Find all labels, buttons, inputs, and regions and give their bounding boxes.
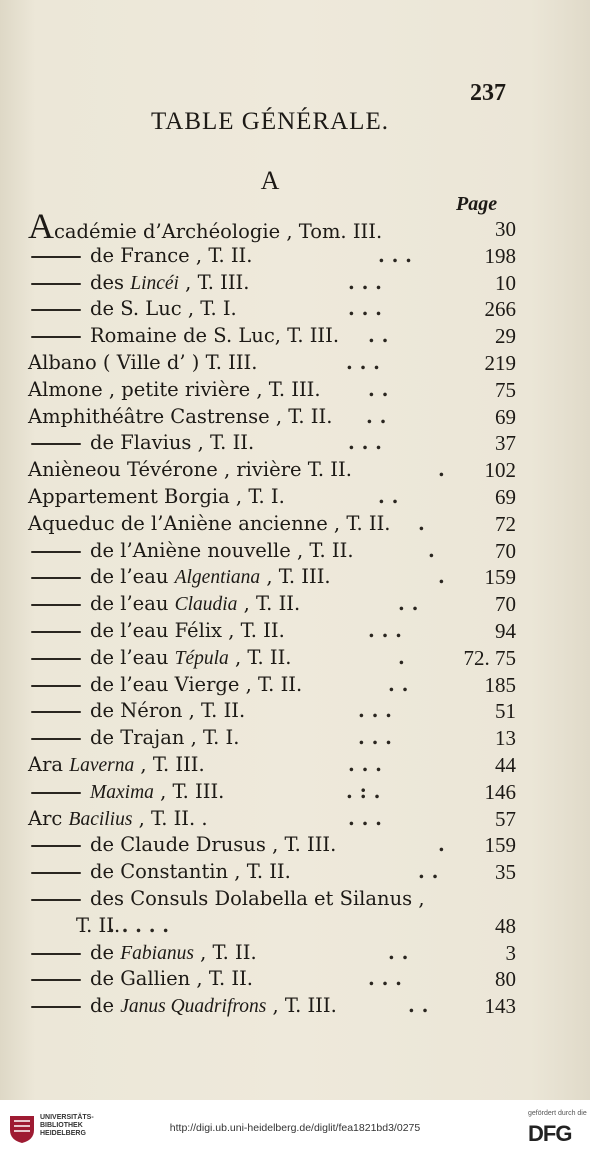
index-entry — [28, 672, 518, 699]
index-entry — [28, 457, 518, 484]
footer-bar — [0, 1100, 590, 1155]
index-entry — [28, 484, 518, 511]
entry-text: , T. III. — [266, 994, 337, 1018]
entry-text: Janus Quadrifrons — [120, 996, 267, 1018]
dot-leaders: . — [398, 645, 405, 669]
entry-text: , T. III. — [153, 779, 225, 803]
entry-text: de S. Luc , T. I. — [90, 297, 237, 321]
index-entry — [28, 913, 518, 940]
page-reference: 69 — [495, 484, 516, 509]
entry-text: Tépula — [174, 647, 229, 669]
ditto-dash — [31, 283, 81, 285]
page-reference: 159 — [484, 833, 516, 858]
ditto-dash — [31, 872, 81, 874]
dot-leaders: . . . — [368, 967, 402, 991]
dot-leaders: . . . — [368, 618, 402, 642]
dot-leaders: . . . . . — [108, 913, 170, 937]
entry-text: de France , T. II. — [90, 243, 253, 267]
page-title: TABLE GÉNÉRALE. — [151, 108, 389, 135]
index-entry — [28, 966, 518, 993]
ditto-dash — [31, 631, 81, 633]
entry-text: de Gallien , T. II. — [90, 967, 253, 991]
entry-text: Almone , petite rivière , T. III. — [28, 377, 321, 401]
dot-leaders: . . . — [348, 752, 382, 776]
section-letter: A — [260, 166, 280, 195]
source-url-link[interactable]: http://digi.ub.uni-heidelberg.de/diglit/fea1821bd3/0275 — [169, 1122, 421, 1134]
entry-label — [90, 859, 291, 886]
entry-label — [90, 591, 300, 619]
dot-leaders: . . — [368, 377, 389, 401]
index-entry — [28, 564, 518, 591]
index-entry — [28, 243, 518, 270]
entry-text: Lincéi — [130, 272, 179, 294]
ditto-dash — [31, 256, 81, 258]
ditto-dash — [31, 953, 81, 955]
page-reference: 57 — [495, 806, 516, 831]
ditto-dash — [31, 711, 81, 713]
drop-cap: A — [28, 206, 54, 246]
entry-text: Algentiana — [174, 567, 261, 589]
entry-label — [90, 243, 252, 270]
page-reference: 30 — [495, 217, 516, 241]
dot-leaders: . — [438, 565, 445, 589]
entry-text: Anièneou Tévérone , rivière T. II. — [28, 458, 352, 482]
index-entry — [28, 511, 518, 538]
entry-text: Fabianus — [120, 942, 194, 964]
index-entry — [28, 698, 518, 725]
entry-text: Maxima — [90, 781, 154, 803]
dot-leaders: . : . — [346, 779, 381, 803]
entry-label — [28, 752, 205, 780]
page-number: 237 — [470, 80, 506, 106]
entry-label — [28, 350, 257, 377]
entry-text: Appartement Borgia , T. I. — [28, 484, 285, 508]
entry-label — [90, 725, 239, 752]
page-reference: 80 — [495, 967, 516, 992]
page-reference: 48 — [495, 913, 516, 938]
entry-label — [90, 940, 257, 968]
page-reference: 102 — [484, 458, 516, 483]
page-reference: 75 — [495, 377, 516, 402]
dot-leaders: . — [438, 833, 445, 857]
entry-text: T. II. — [76, 913, 121, 937]
entry-label — [28, 457, 352, 484]
dot-leaders: . . — [418, 860, 439, 884]
page-reference: 198 — [484, 243, 516, 268]
ditto-dash — [31, 443, 81, 445]
dot-leaders: . . . — [348, 270, 382, 294]
entry-label — [90, 698, 245, 725]
page-reference: 146 — [484, 779, 516, 804]
index-entry — [28, 993, 518, 1020]
ditto-dash — [31, 309, 81, 311]
page-reference: 219 — [484, 350, 516, 375]
entry-text: cadémie d’Archéologie , Tom. III. — [54, 220, 383, 243]
entry-text: de l’eau — [90, 565, 175, 589]
entry-text: de Trajan , T. I. — [90, 726, 240, 750]
ditto-dash — [31, 685, 81, 687]
entry-text: des — [90, 270, 131, 294]
dot-leaders: . . . — [346, 350, 380, 374]
page-reference: 3 — [505, 940, 516, 965]
entry-label — [90, 323, 339, 350]
index-entry — [28, 296, 518, 323]
page-reference: 159 — [484, 565, 516, 590]
index-entry — [28, 538, 518, 565]
dot-leaders: . . — [378, 484, 399, 508]
entry-label — [90, 645, 292, 673]
entry-label — [90, 564, 331, 592]
page-reference: 44 — [495, 752, 516, 777]
page-reference: 266 — [484, 297, 516, 322]
dot-leaders: . . . — [348, 431, 382, 455]
dot-leaders: . . . — [348, 297, 382, 321]
entry-label — [28, 484, 285, 511]
page-reference: 72. 75 — [463, 645, 516, 670]
page-reference: 185 — [484, 672, 516, 697]
entry-text: Ara — [28, 752, 70, 776]
index-entry — [28, 618, 518, 645]
entry-text: de l’eau — [90, 645, 175, 669]
entry-label — [90, 296, 237, 323]
ditto-dash — [31, 551, 81, 553]
index-entry — [28, 886, 518, 913]
ditto-dash — [31, 604, 81, 606]
index-entry — [28, 404, 518, 431]
page-column-header: Page — [456, 193, 498, 215]
entry-label — [90, 966, 253, 993]
page-reference: 69 — [495, 404, 516, 429]
entry-text: Bacilius — [68, 808, 133, 830]
entry-text: , T. III. — [178, 270, 250, 294]
sponsor-text: gefördert durch die — [528, 1110, 587, 1117]
index-entry — [28, 832, 518, 859]
index-entry — [28, 323, 518, 350]
page-reference: 13 — [495, 726, 516, 751]
entry-text: Claudia — [174, 594, 238, 616]
index-entry — [28, 350, 518, 377]
index-entry — [28, 270, 518, 297]
entry-label — [90, 832, 336, 859]
entry-label — [28, 511, 390, 538]
dot-leaders: . . . — [358, 726, 392, 750]
entry-text: , T. III. — [134, 752, 205, 776]
entry-text: de Constantin , T. II. — [90, 860, 291, 884]
page-reference: 94 — [495, 618, 516, 643]
index-entry — [28, 377, 518, 404]
entry-text: , T. II. . — [132, 806, 208, 830]
ditto-dash — [31, 1006, 81, 1008]
page-reference: 10 — [495, 270, 516, 295]
entry-text: Albano ( Ville d’ ) T. III. — [28, 350, 258, 374]
entry-text: de — [90, 940, 121, 964]
page-reference: 70 — [495, 592, 516, 617]
entry-label — [28, 404, 332, 431]
page-reference: 70 — [495, 538, 516, 563]
ditto-dash — [31, 336, 81, 338]
entry-label — [90, 430, 254, 457]
ditto-dash — [31, 899, 81, 901]
index-entry — [28, 859, 518, 886]
entry-label — [90, 993, 337, 1021]
entry-label — [90, 538, 354, 565]
dot-leaders: . — [428, 538, 435, 562]
entry-text: de l’eau Vierge , T. II. — [90, 672, 303, 696]
page-reference: 51 — [495, 699, 516, 724]
entry-label — [90, 270, 249, 298]
ditto-dash — [31, 792, 81, 794]
index-entry — [28, 806, 518, 833]
entry-text: de l’eau — [90, 592, 175, 616]
entry-text: , T. II. — [237, 592, 301, 616]
entry-text: Arc — [28, 806, 69, 830]
index-entry — [28, 645, 518, 672]
ditto-dash — [31, 658, 81, 660]
entry-text: de l’Aniène nouvelle , T. II. — [90, 538, 354, 562]
entry-text: , T. II. — [193, 940, 257, 964]
dfg-logo: DFG — [528, 1121, 572, 1146]
dot-leaders: . . — [388, 672, 409, 696]
index-entry — [28, 779, 518, 806]
dot-leaders: . . — [398, 592, 419, 616]
ditto-dash — [31, 738, 81, 740]
entry-label — [90, 886, 425, 913]
dot-leaders: . . . — [358, 699, 392, 723]
index-entry — [28, 725, 518, 752]
entry-text: , T. III. — [260, 565, 331, 589]
index-entry — [28, 940, 518, 967]
page-reference: 143 — [484, 994, 516, 1019]
dot-leaders: . — [418, 511, 425, 535]
dot-leaders: . . . — [378, 243, 412, 267]
page-reference: 72 — [495, 511, 516, 536]
entry-text: Aqueduc de l’Aniène ancienne , T. II. — [28, 511, 391, 535]
ditto-dash — [31, 577, 81, 579]
index-list — [28, 206, 518, 1020]
page-reference: 29 — [495, 324, 516, 349]
ditto-dash — [31, 979, 81, 981]
dot-leaders: . . — [368, 324, 389, 348]
entry-text: de Flavius , T. II. — [90, 431, 255, 455]
entry-text: Romaine de S. Luc, T. III. — [90, 324, 340, 348]
entry-text: de Néron , T. II. — [90, 699, 246, 723]
index-entry — [28, 752, 518, 779]
entry-label — [28, 206, 383, 246]
dot-leaders: . . . — [348, 806, 382, 830]
dot-leaders: . . — [366, 404, 387, 428]
entry-text: de — [90, 994, 121, 1018]
index-entry — [28, 430, 518, 457]
entry-label — [28, 377, 321, 404]
index-entry — [28, 591, 518, 618]
index-entry — [28, 206, 518, 246]
page-reference: 37 — [495, 431, 516, 456]
entry-label — [90, 618, 285, 645]
page-reference: 35 — [495, 860, 516, 885]
entry-text: Amphithéâtre Castrense , T. II. — [28, 404, 333, 428]
entry-text: des Consuls Dolabella et Silanus , — [90, 886, 425, 910]
ditto-dash — [31, 845, 81, 847]
dot-leaders: . — [438, 458, 445, 482]
entry-label — [90, 779, 224, 807]
entry-text: de Claude Drusus , T. III. — [90, 833, 337, 857]
library-name: UNIVERSITÄTS- BIBLIOTHEK HEIDELBERG — [40, 1114, 94, 1137]
entry-label — [90, 672, 302, 699]
dot-leaders: . . — [408, 994, 429, 1018]
dot-leaders: . . — [388, 940, 409, 964]
entry-text: Laverna — [69, 754, 135, 776]
entry-label — [28, 806, 208, 834]
entry-text: , T. II. — [228, 645, 292, 669]
entry-text: de l’eau Félix , T. II. — [90, 618, 285, 642]
